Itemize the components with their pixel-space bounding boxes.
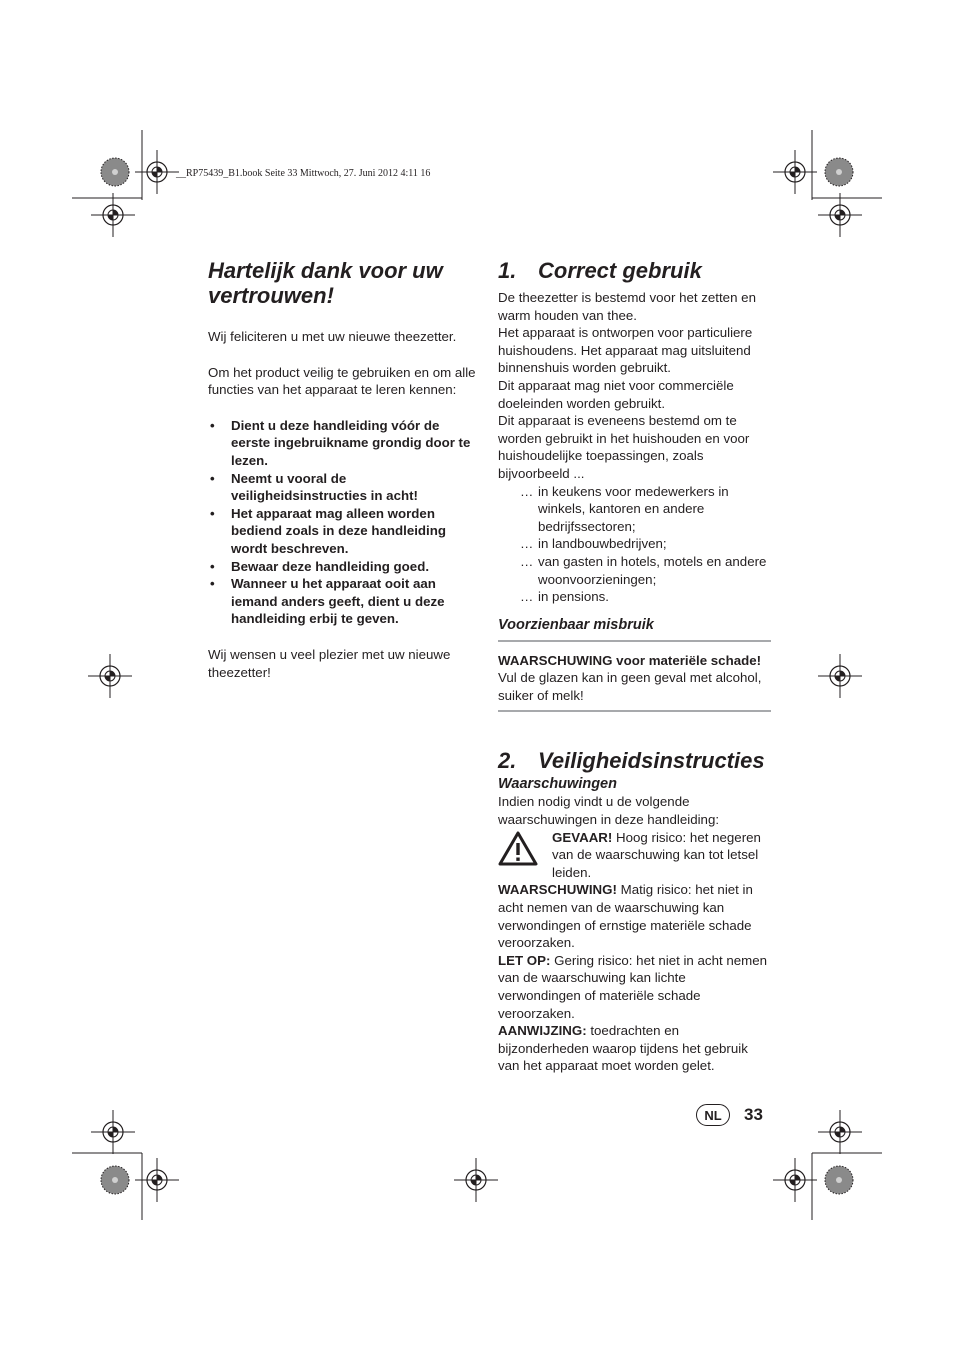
household-use-text: Dit apparaat is eveneens bestemd om te worden gebruikt in het huishouden en voor huishoudelijke toepassingen, zoals bijvoorbeeld ...: [498, 413, 750, 481]
section-2-title: Veiligheidsinstructies: [538, 748, 765, 774]
list-item: • Bewaar deze handleiding goed.: [208, 558, 480, 576]
right-column: [498, 258, 771, 1075]
divider: [498, 640, 771, 642]
list-item: … in pensions.: [520, 589, 609, 605]
misuse-warning-text: Vul de glazen kan in geen geval met alcohol, suiker of melk!: [498, 670, 762, 703]
left-column: [208, 258, 480, 681]
ellipsis-mark: …: [520, 536, 534, 552]
list-item: • Neemt u vooral de veiligheidsinstructies in acht!: [208, 470, 480, 505]
ellipsis-mark: …: [520, 589, 534, 605]
closing-text: Wij wensen u veel plezier met uw nieuwe theezetter!: [208, 646, 451, 680]
section-2-number: 2.: [498, 748, 517, 774]
danger-label: GEVAAR!: [552, 829, 613, 845]
instructions-list: [208, 417, 480, 628]
warnings-heading: Waarschuwingen: [498, 776, 617, 793]
warning-triangle-icon: [498, 831, 538, 867]
print-file-header: __RP75439_B1.book Seite 33 Mittwoch, 27. Juni 2012 4:11 16: [176, 168, 431, 179]
danger-block: [498, 829, 771, 882]
warnings-intro: Indien nodig vindt u de volgende waarschuwingen in deze handleiding:: [498, 794, 720, 828]
misuse-heading: Voorzienbaar misbruik: [498, 616, 654, 633]
ellipsis-mark: …: [520, 483, 534, 499]
safe-use-text: Om het product veilig te gebruiken en om alle functies van het apparaat te leren kennen:: [208, 364, 476, 398]
warning-text: WAARSCHUWING! Matig risico: het niet in acht nemen van de waarschuwing kan verwondingen of ernstige materiële schade veroorzaken.: [498, 882, 753, 951]
list-item: • Wanneer u het apparaat ooit aan iemand anders geeft, dient u deze handleiding erbij te geven.: [208, 575, 480, 628]
section-1-number: 1.: [498, 258, 517, 283]
use-cases-list: [498, 483, 771, 606]
commercial-text: Dit apparaat mag niet voor commerciële doeleinden worden gebruikt.: [498, 377, 734, 411]
language-badge: NL: [696, 1104, 730, 1126]
danger-text: GEVAAR! Hoog risico: het negeren van de waarschuwing kan tot letsel leiden.: [552, 829, 761, 880]
intro-text: Wij feliciteren u met uw nieuwe theezetter.: [208, 329, 457, 344]
page-footer: [696, 1104, 763, 1126]
caution-text: LET OP: Gering risico: het niet in acht nemen van de waarschuwing kan lichte verwondingen of materiële schade veroorzaken.: [498, 952, 768, 1021]
divider: [498, 710, 771, 712]
warning-label: WAARSCHUWING!: [498, 882, 617, 898]
list-item: • Dient u deze handleiding vóór de eerste ingebruikname grondig door te lezen.: [208, 417, 480, 470]
note-label: AANWIJZING:: [498, 1023, 587, 1039]
household-text: Het apparaat is ontworpen voor particuliere huishoudens. Het apparaat mag uitsluitend binnenshuis worden gebruikt.: [498, 325, 753, 376]
section-2-heading: [498, 748, 771, 773]
list-item: … in landbouwbedrijven;: [520, 536, 667, 552]
list-item: • Het apparaat mag alleen worden bediend zoals in deze handleiding wordt beschreven.: [208, 505, 480, 558]
section-1-heading: [498, 258, 771, 283]
left-title: Hartelijk dank voor uw vertrouwen!: [208, 258, 443, 308]
ellipsis-mark: …: [520, 553, 534, 569]
note-text: AANWIJZING: toedrachten en bijzonderheden waarop tijdens het gebruik van het apparaat moet worden gelet.: [498, 1023, 748, 1074]
page-number: 33: [744, 1105, 763, 1124]
section-1-title: Correct gebruik: [538, 258, 702, 283]
list-item: … van gasten in hotels, motels en andere woonvoorzieningen;: [520, 553, 767, 587]
intended-use-text: De theezetter is bestemd voor het zetten en warm houden van thee.: [498, 290, 756, 323]
list-item: … in keukens voor medewerkers in winkels, kantoren en andere bedrijfssectoren;: [520, 483, 729, 534]
caution-label: LET OP:: [498, 952, 551, 968]
misuse-warning-title: WAARSCHUWING voor materiële schade!: [498, 652, 762, 668]
